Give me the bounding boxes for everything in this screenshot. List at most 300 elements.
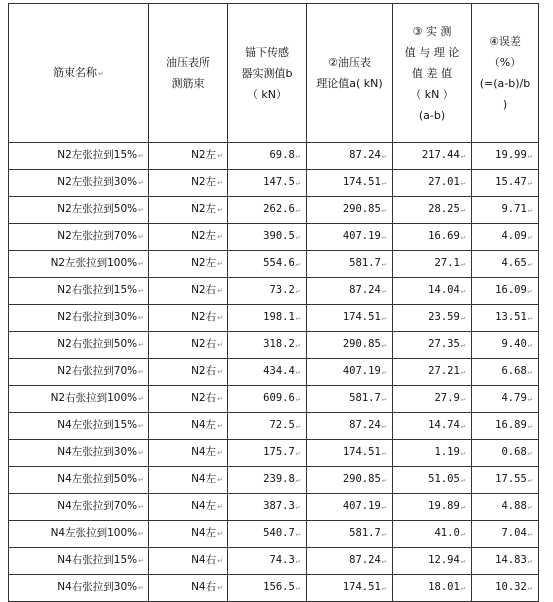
header-theoretical: [307, 4, 393, 143]
header-tendon-name-text: 筋束名称: [53, 65, 98, 79]
cell-measured-text: 74.3: [269, 554, 295, 566]
cell-error-text: 7.04: [501, 527, 527, 539]
paragraph-mark: ↵: [295, 152, 300, 160]
cell-gauge-tendon: [149, 467, 228, 494]
cell-error-text: 9.71: [501, 203, 527, 215]
paragraph-mark: ↵: [217, 530, 223, 538]
paragraph-mark: ↵: [527, 368, 532, 376]
cell-measured-text: 72.5: [269, 419, 295, 431]
cell-theoretical-text: 174.51: [342, 311, 381, 323]
cell-theoretical: [307, 413, 393, 440]
paragraph-mark: ↵: [295, 179, 300, 187]
table-row: [9, 197, 539, 224]
cell-difference: [393, 170, 472, 197]
cell-gauge-tendon-text: N2右: [191, 311, 217, 323]
header-measured: [228, 4, 307, 143]
cell-theoretical: [307, 386, 393, 413]
cell-measured: [228, 467, 307, 494]
cell-theoretical-text: 87.24: [349, 419, 381, 431]
paragraph-mark: ↵: [217, 260, 223, 268]
cell-measured: [228, 359, 307, 386]
cell-gauge-tendon-text: N4右: [191, 554, 217, 566]
paragraph-mark: ↵: [295, 395, 300, 403]
cell-difference: [393, 548, 472, 575]
cell-theoretical-text: 407.19: [342, 365, 381, 377]
paragraph-mark: ↵: [217, 503, 223, 511]
cell-error: [472, 467, 539, 494]
paragraph-mark: ↵: [138, 341, 144, 349]
paragraph-mark: ↵: [527, 422, 532, 430]
cell-tendon-name: [9, 386, 149, 413]
table-row: [9, 548, 539, 575]
cell-measured: [228, 305, 307, 332]
cell-measured-text: 387.3: [263, 500, 295, 512]
paragraph-mark: ↵: [295, 260, 300, 268]
cell-measured-text: 318.2: [263, 338, 295, 350]
cell-difference-text: 12.94: [428, 554, 460, 566]
cell-difference-text: 27.9: [434, 392, 460, 404]
cell-difference: [393, 521, 472, 548]
cell-gauge-tendon-text: N4左: [191, 500, 217, 512]
header-row: [9, 4, 539, 143]
table-body: [9, 143, 539, 602]
header-measured-line-2: 器实测值b: [241, 66, 293, 80]
header-theoretical-line-2: 理论值a( kN): [316, 77, 383, 90]
paragraph-mark: ↵: [381, 476, 386, 484]
cell-tendon-name-text: N2右张拉到100%: [50, 392, 138, 404]
paragraph-mark: ↵: [295, 476, 300, 484]
paragraph-mark: ↵: [381, 584, 386, 592]
cell-error: [472, 278, 539, 305]
cell-error: [472, 575, 539, 602]
cell-measured-text: 147.5: [263, 176, 295, 188]
header-difference-line-2: 值 与 理 论: [404, 45, 460, 59]
header-difference-line-3: 值 差 值: [412, 66, 452, 80]
cell-tendon-name: [9, 305, 149, 332]
cell-gauge-tendon: [149, 278, 228, 305]
cell-measured-text: 390.5: [263, 230, 295, 242]
paragraph-mark: ↵: [217, 341, 223, 349]
cell-tendon-name: [9, 521, 149, 548]
cell-theoretical: [307, 143, 393, 170]
cell-error: [472, 197, 539, 224]
paragraph-mark: ↵: [217, 314, 223, 322]
paragraph-mark: ↵: [460, 368, 465, 376]
table-row: [9, 359, 539, 386]
paragraph-mark: ↵: [527, 233, 532, 241]
cell-tendon-name: [9, 143, 149, 170]
header-gauge-line-2: 测筋束: [171, 77, 205, 90]
cell-error: [472, 170, 539, 197]
cell-gauge-tendon: [149, 332, 228, 359]
cell-gauge-tendon: [149, 359, 228, 386]
paragraph-mark: ↵: [217, 179, 223, 187]
cell-difference: [393, 332, 472, 359]
header-error-line-4: ): [502, 98, 508, 111]
cell-gauge-tendon: [149, 494, 228, 521]
paragraph-mark: ↵: [217, 422, 223, 430]
header-difference-line-1: ③ 实 测: [412, 24, 452, 38]
cell-error: [472, 359, 539, 386]
paragraph-mark: ↵: [217, 476, 223, 484]
cell-tendon-name-text: N4左张拉到30%: [57, 446, 138, 458]
cell-theoretical-text: 581.7: [349, 392, 381, 404]
cell-measured: [228, 494, 307, 521]
cell-difference: [393, 251, 472, 278]
cell-theoretical: [307, 359, 393, 386]
header-error: [472, 4, 539, 143]
cell-theoretical: [307, 467, 393, 494]
cell-tendon-name: [9, 170, 149, 197]
cell-error-text: 19.99: [495, 149, 527, 161]
cell-error-text: 14.83: [495, 554, 527, 566]
cell-gauge-tendon-text: N4右: [191, 581, 217, 593]
cell-difference-text: 23.59: [428, 311, 460, 323]
cell-theoretical-text: 290.85: [342, 338, 381, 350]
paragraph-mark: ↵: [460, 422, 465, 430]
paragraph-mark: ↵: [138, 152, 144, 160]
cell-tendon-name: [9, 251, 149, 278]
table-row: [9, 251, 539, 278]
paragraph-mark: ↵: [527, 341, 532, 349]
header-difference-line-4: （ kN ）: [410, 87, 454, 101]
paragraph-mark: ↵: [138, 503, 144, 511]
cell-difference-text: 18.01: [428, 581, 460, 593]
cell-error: [472, 521, 539, 548]
cell-theoretical-text: 581.7: [349, 527, 381, 539]
cell-gauge-tendon-text: N2右: [191, 365, 217, 377]
paragraph-mark: ↵: [527, 206, 532, 214]
paragraph-mark: ↵: [460, 530, 465, 538]
paragraph-mark: ↵: [138, 476, 144, 484]
cell-error-text: 0.68: [501, 446, 527, 458]
cell-difference-text: 16.69: [428, 230, 460, 242]
paragraph-mark: ↵: [295, 287, 300, 295]
cell-theoretical: [307, 278, 393, 305]
cell-theoretical-text: 407.19: [342, 500, 381, 512]
paragraph-mark: ↵: [295, 206, 300, 214]
paragraph-mark: ↵: [460, 314, 465, 322]
cell-tendon-name: [9, 278, 149, 305]
paragraph-mark: ↵: [295, 503, 300, 511]
cell-gauge-tendon: [149, 197, 228, 224]
paragraph-mark: ↵: [138, 530, 144, 538]
cell-theoretical-text: 174.51: [342, 581, 381, 593]
paragraph-mark: ↵: [217, 449, 223, 457]
cell-difference-text: 14.04: [428, 284, 460, 296]
cell-gauge-tendon-text: N2左: [191, 257, 217, 269]
paragraph-mark: ↵: [217, 395, 223, 403]
paragraph-mark: ↵: [460, 179, 465, 187]
cell-measured: [228, 521, 307, 548]
cell-tendon-name-text: N2左张拉到100%: [50, 257, 138, 269]
cell-gauge-tendon: [149, 170, 228, 197]
cell-difference-text: 27.35: [428, 338, 460, 350]
data-sheet: [8, 3, 539, 602]
header-gauge-tendon: [149, 4, 228, 143]
cell-tendon-name-text: N2右张拉到15%: [57, 284, 138, 296]
cell-error: [472, 413, 539, 440]
header-tendon-name: 筋束名称↵: [9, 4, 149, 143]
cell-theoretical-text: 407.19: [342, 230, 381, 242]
cell-gauge-tendon: [149, 305, 228, 332]
paragraph-mark: ↵: [381, 368, 386, 376]
table-row: [9, 521, 539, 548]
paragraph-mark: ↵: [295, 530, 300, 538]
cell-gauge-tendon-text: N4左: [191, 446, 217, 458]
cell-difference: [393, 197, 472, 224]
cell-gauge-tendon-text: N2右: [191, 338, 217, 350]
header-error-line-1: ④误差: [489, 35, 521, 48]
cell-gauge-tendon-text: N2左: [191, 149, 217, 161]
paragraph-mark: ↵: [527, 449, 532, 457]
cell-measured: [228, 170, 307, 197]
header-theoretical-line-1: ②油压表: [328, 56, 371, 69]
paragraph-mark: ↵: [527, 287, 532, 295]
cell-difference: [393, 305, 472, 332]
paragraph-mark: ↵: [295, 449, 300, 457]
paragraph-mark: ↵: [527, 584, 532, 592]
cell-difference-text: 41.0: [434, 527, 460, 539]
cell-error: [472, 494, 539, 521]
cell-error-text: 10.32: [495, 581, 527, 593]
cell-difference: [393, 494, 472, 521]
cell-error-text: 4.88: [501, 500, 527, 512]
cell-gauge-tendon-text: N2左: [191, 203, 217, 215]
paragraph-mark: ↵: [460, 584, 465, 592]
paragraph-mark: ↵: [527, 152, 532, 160]
paragraph-mark: ↵: [295, 233, 300, 241]
paragraph-mark: ↵: [460, 503, 465, 511]
cell-theoretical-text: 87.24: [349, 554, 381, 566]
paragraph-mark: ↵: [138, 449, 144, 457]
paragraph-mark: ↵: [381, 422, 386, 430]
cell-theoretical: [307, 521, 393, 548]
paragraph-mark: ↵: [381, 314, 386, 322]
cell-measured: [228, 197, 307, 224]
cell-tendon-name-text: N2左张拉到30%: [57, 176, 138, 188]
cell-difference: [393, 278, 472, 305]
cell-difference-text: 27.21: [428, 365, 460, 377]
paragraph-mark: ↵: [460, 341, 465, 349]
cell-theoretical: [307, 251, 393, 278]
paragraph-mark: ↵: [460, 152, 465, 160]
cell-error-text: 15.47: [495, 176, 527, 188]
cell-difference: [393, 575, 472, 602]
cell-gauge-tendon-text: N4左: [191, 527, 217, 539]
paragraph-mark: ↵: [460, 449, 465, 457]
cell-gauge-tendon-text: N2右: [191, 392, 217, 404]
cell-measured: [228, 332, 307, 359]
table-row: [9, 170, 539, 197]
paragraph-mark: ↵: [295, 368, 300, 376]
paragraph-mark: ↵: [381, 530, 386, 538]
cell-measured-text: 175.7: [263, 446, 295, 458]
cell-error: [472, 332, 539, 359]
paragraph-mark: ↵: [217, 584, 223, 592]
cell-gauge-tendon-text: N2左: [191, 176, 217, 188]
paragraph-mark: ↵: [381, 449, 386, 457]
header-error-line-3: (=(a-b)/b: [479, 77, 531, 90]
paragraph-mark: ↵: [527, 530, 532, 538]
paragraph-mark: ↵: [527, 395, 532, 403]
cell-measured-text: 239.8: [263, 473, 295, 485]
cell-error-text: 4.65: [501, 257, 527, 269]
cell-difference: [393, 413, 472, 440]
table-row: [9, 332, 539, 359]
paragraph-mark: ↵: [217, 368, 223, 376]
cell-error: [472, 548, 539, 575]
header-difference: [393, 4, 472, 143]
cell-difference: [393, 440, 472, 467]
cell-measured-text: 156.5: [263, 581, 295, 593]
paragraph-mark: ↵: [527, 314, 532, 322]
cell-theoretical: [307, 197, 393, 224]
cell-theoretical: [307, 332, 393, 359]
paragraph-mark: ↵: [527, 260, 532, 268]
cell-gauge-tendon: [149, 413, 228, 440]
cell-error-text: 6.68: [501, 365, 527, 377]
cell-measured: [228, 413, 307, 440]
tension-error-table: [8, 3, 539, 602]
paragraph-mark: ↵: [527, 503, 532, 511]
table-row: [9, 575, 539, 602]
paragraph-mark: ↵: [381, 233, 386, 241]
cell-tendon-name-text: N2左张拉到70%: [57, 230, 138, 242]
cell-measured: [228, 440, 307, 467]
cell-theoretical: [307, 224, 393, 251]
cell-difference-text: 14.74: [428, 419, 460, 431]
paragraph-mark: ↵: [217, 287, 223, 295]
table-row: [9, 305, 539, 332]
paragraph-mark: ↵: [295, 341, 300, 349]
paragraph-mark: ↵: [217, 557, 223, 565]
cell-error-text: 4.09: [501, 230, 527, 242]
paragraph-mark: ↵: [138, 233, 144, 241]
table-row: [9, 467, 539, 494]
cell-difference-text: 28.25: [428, 203, 460, 215]
cell-gauge-tendon: [149, 440, 228, 467]
cell-tendon-name-text: N4右张拉到15%: [57, 554, 138, 566]
cell-theoretical-text: 87.24: [349, 149, 381, 161]
table-row: [9, 278, 539, 305]
cell-difference-text: 51.05: [428, 473, 460, 485]
paragraph-mark: ↵: [460, 476, 465, 484]
cell-tendon-name-text: N2右张拉到50%: [57, 338, 138, 350]
paragraph-mark: ↵: [138, 368, 144, 376]
header-measured-line-1: 锚下传感: [245, 45, 289, 59]
paragraph-mark: ↵: [295, 422, 300, 430]
cell-measured: [228, 386, 307, 413]
cell-theoretical: [307, 440, 393, 467]
cell-difference-text: 217.44: [421, 149, 460, 161]
cell-tendon-name: [9, 548, 149, 575]
cell-tendon-name: [9, 197, 149, 224]
cell-gauge-tendon-text: N4左: [191, 419, 217, 431]
cell-difference-text: 27.1: [434, 257, 460, 269]
cell-measured: [228, 224, 307, 251]
cell-error-text: 16.89: [495, 419, 527, 431]
cell-measured-text: 69.8: [269, 149, 295, 161]
paragraph-mark: ↵: [138, 179, 144, 187]
cell-tendon-name: [9, 224, 149, 251]
paragraph-mark: ↵: [138, 314, 144, 322]
cell-error-text: 13.51: [495, 311, 527, 323]
header-difference-line-5: (a-b): [418, 108, 446, 122]
cell-theoretical: [307, 494, 393, 521]
cell-tendon-name-text: N4左张拉到100%: [50, 527, 138, 539]
cell-measured: [228, 548, 307, 575]
paragraph-mark: ↵: [460, 206, 465, 214]
cell-difference: [393, 359, 472, 386]
cell-theoretical-text: 581.7: [349, 257, 381, 269]
cell-gauge-tendon: [149, 575, 228, 602]
paragraph-mark: ↵: [138, 395, 144, 403]
table-row: [9, 413, 539, 440]
cell-theoretical-text: 290.85: [342, 203, 381, 215]
paragraph-mark: ↵: [381, 260, 386, 268]
paragraph-mark: ↵: [138, 287, 144, 295]
cell-error: [472, 305, 539, 332]
cell-tendon-name: [9, 440, 149, 467]
cell-tendon-name: [9, 413, 149, 440]
paragraph-mark: ↵: [381, 395, 386, 403]
cell-gauge-tendon: [149, 548, 228, 575]
cell-measured-text: 434.4: [263, 365, 295, 377]
cell-theoretical: [307, 305, 393, 332]
cell-error: [472, 251, 539, 278]
table-row: [9, 224, 539, 251]
paragraph-mark: ↵: [295, 584, 300, 592]
cell-error: [472, 224, 539, 251]
table-row: [9, 440, 539, 467]
cell-measured: [228, 278, 307, 305]
cell-gauge-tendon: [149, 143, 228, 170]
cell-tendon-name: [9, 332, 149, 359]
cell-error: [472, 440, 539, 467]
table-row: [9, 494, 539, 521]
cell-difference: [393, 143, 472, 170]
paragraph-mark: ↵: [138, 206, 144, 214]
paragraph-mark: ↵: [381, 503, 386, 511]
paragraph-mark: ↵: [295, 557, 300, 565]
cell-measured-text: 262.6: [263, 203, 295, 215]
header-measured-line-3: （ kN）: [246, 87, 288, 101]
cell-gauge-tendon: [149, 386, 228, 413]
cell-tendon-name-text: N2右张拉到30%: [57, 311, 138, 323]
cell-error-text: 16.09: [495, 284, 527, 296]
cell-difference-text: 19.89: [428, 500, 460, 512]
table-row: [9, 143, 539, 170]
cell-error-text: 4.79: [501, 392, 527, 404]
cell-difference: [393, 224, 472, 251]
cell-gauge-tendon: [149, 521, 228, 548]
paragraph-mark: ↵: [460, 260, 465, 268]
paragraph-mark: ↵: [527, 179, 532, 187]
cell-measured-text: 609.6: [263, 392, 295, 404]
cell-tendon-name-text: N2左张拉到15%: [57, 149, 138, 161]
paragraph-mark: ↵: [381, 206, 386, 214]
cell-gauge-tendon: [149, 251, 228, 278]
header-gauge-line-1: 油压表所: [166, 56, 210, 69]
paragraph-mark: ↵: [381, 152, 386, 160]
cell-theoretical-text: 174.51: [342, 446, 381, 458]
header-error-line-2: （%）: [488, 56, 522, 69]
paragraph-mark: ↵: [217, 233, 223, 241]
cell-gauge-tendon-text: N4左: [191, 473, 217, 485]
paragraph-mark: ↵: [381, 341, 386, 349]
cell-tendon-name-text: N4左张拉到15%: [57, 419, 138, 431]
